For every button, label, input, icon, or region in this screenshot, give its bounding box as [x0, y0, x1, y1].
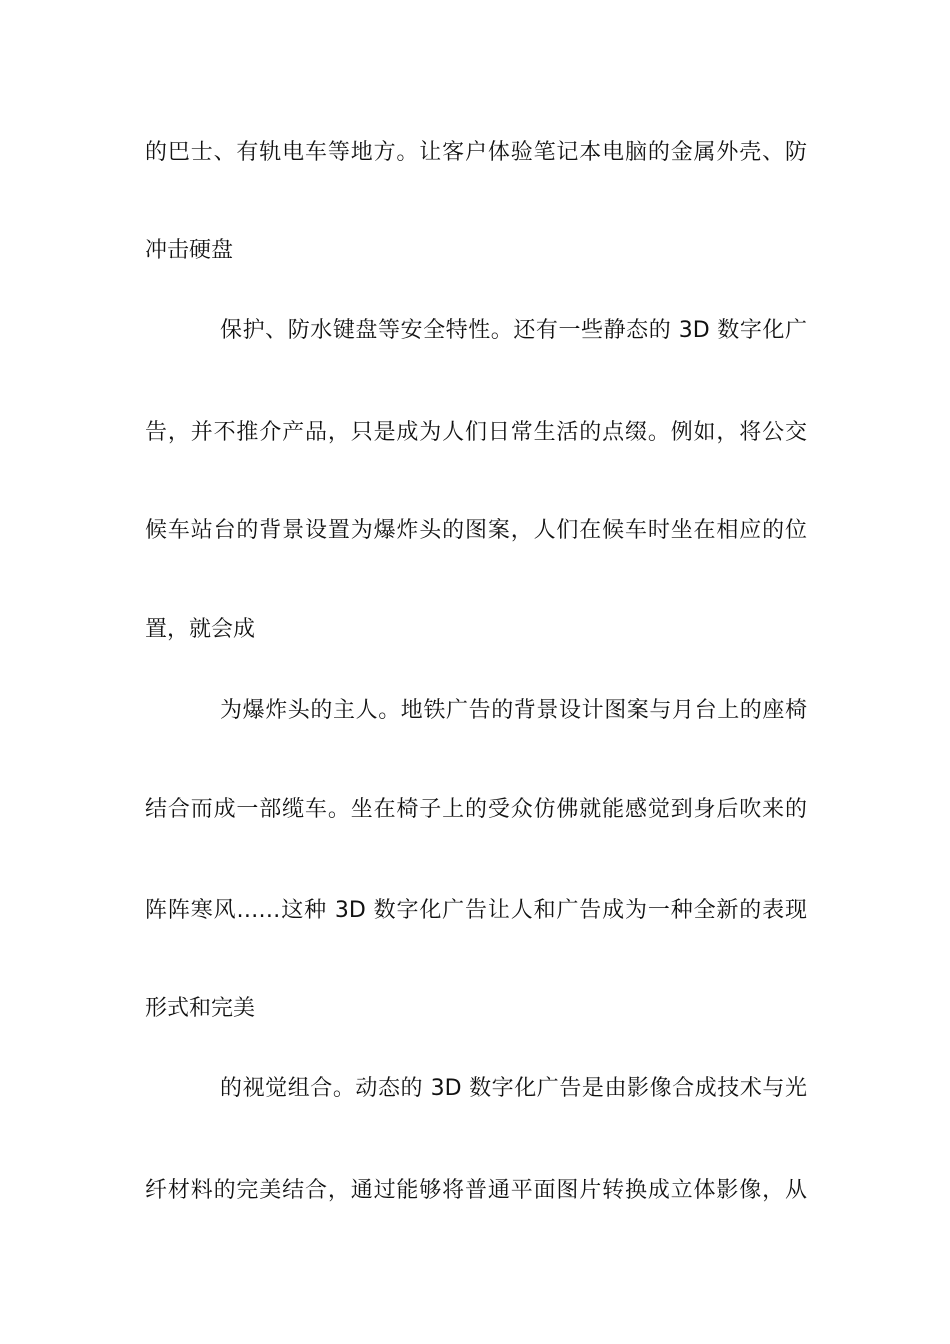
text-line-5: 候车站台的背景设置为爆炸头的图案，人们在候车时坐在相应的位 [145, 518, 807, 543]
text-line-1: 的巴士、有轨电车等地方。让客户体验笔记本电脑的金属外壳、防 [145, 140, 807, 165]
text-line-3: 保护、防水键盘等安全特性。还有一些静态的 3D 数字化广 [220, 318, 807, 343]
text-line-12: 纤材料的完美结合，通过能够将普通平面图片转换成立体影像，从 [145, 1178, 807, 1203]
text-line-2: 冲击硬盘 [145, 238, 234, 263]
text-line-4: 告，并不推介产品，只是成为人们日常生活的点缀。例如，将公交 [145, 420, 807, 445]
text-line-8: 结合而成一部缆车。坐在椅子上的受众仿佛就能感觉到身后吹来的 [145, 797, 807, 822]
text-line-11: 的视觉组合。动态的 3D 数字化广告是由影像合成技术与光 [220, 1076, 807, 1101]
text-line-9: 阵阵寒风……这种 3D 数字化广告让人和广告成为一种全新的表现 [145, 898, 807, 923]
text-line-10: 形式和完美 [145, 996, 256, 1021]
text-line-6: 置，就会成 [145, 617, 256, 642]
text-line-7: 为爆炸头的主人。地铁广告的背景设计图案与月台上的座椅 [220, 698, 807, 723]
